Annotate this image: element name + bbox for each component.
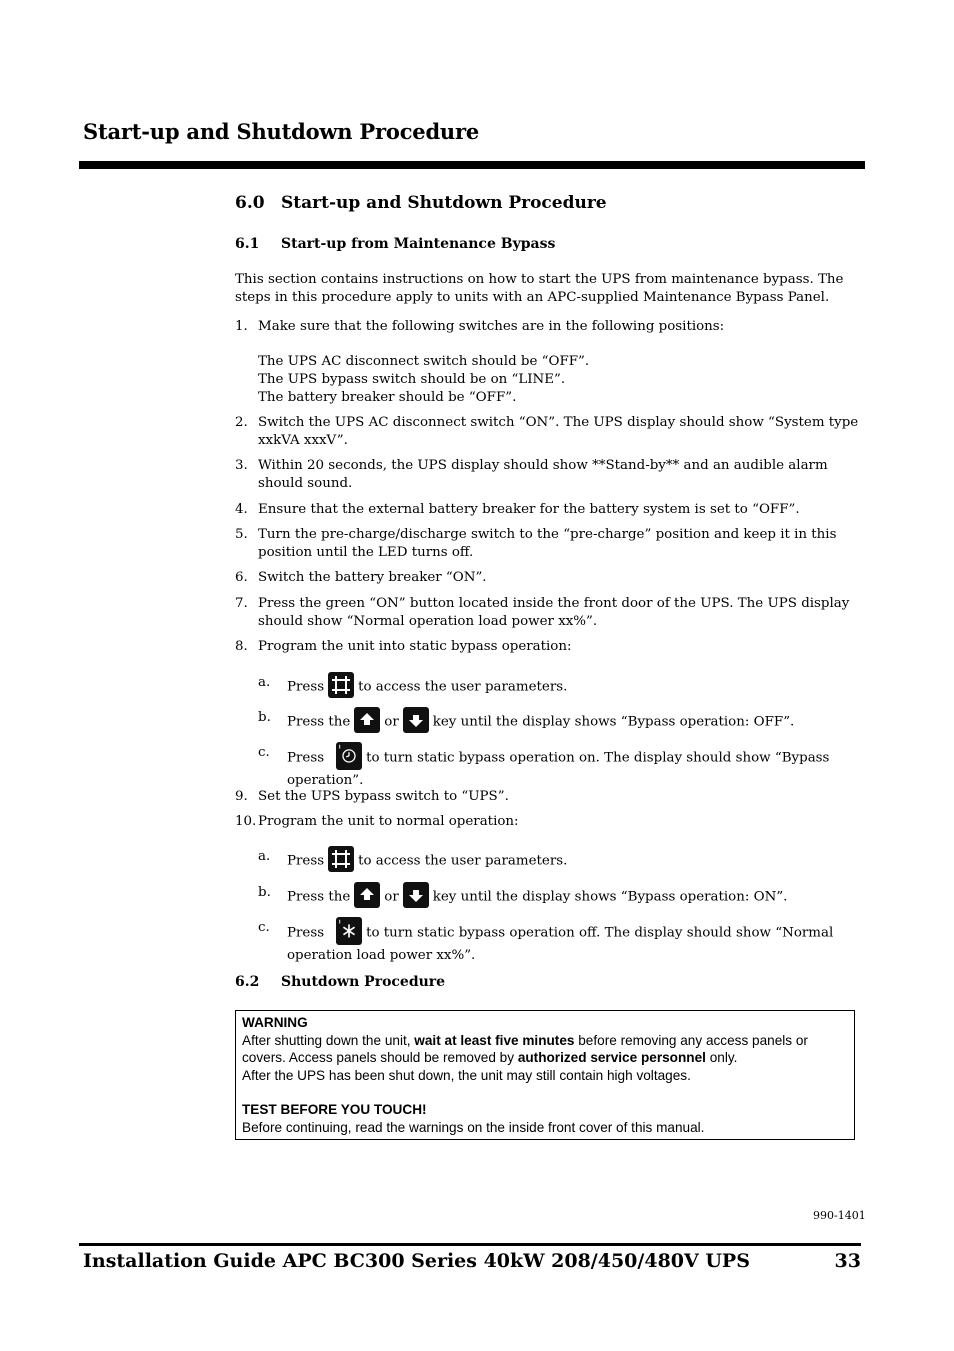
step-10b: b. Press the or key until the display shows “Bypass operation: ON”. bbox=[258, 884, 858, 910]
step-6: 6. Switch the battery breaker “ON”. bbox=[235, 570, 487, 585]
subsection-heading-6-1 bbox=[235, 236, 555, 252]
step-10a: a. Press to access the user parameters. bbox=[258, 848, 858, 874]
intro-paragraph: This section contains instructions on how to start the UPS from maintenance bypass. The steps in this procedure apply to units with an APC-supplied Maintenance Bypass Panel. bbox=[235, 272, 844, 305]
position-line: The UPS AC disconnect switch should be “OFF”. bbox=[258, 354, 590, 369]
step-8b: b. Press the or key until the display shows “Bypass operation: OFF”. bbox=[258, 709, 858, 735]
menu-key-icon bbox=[328, 846, 354, 872]
test-before-touch-heading: TEST BEFORE YOU TOUCH! bbox=[242, 1102, 427, 1117]
step-7: 7. Press the green “ON” button located inside the front door of the UPS. The UPS display should show “Normal operation load power xx%”. bbox=[235, 596, 850, 629]
document-number: 990-1401 bbox=[813, 1209, 866, 1222]
section-heading bbox=[235, 193, 607, 213]
position-line: The battery breaker should be “OFF”. bbox=[258, 390, 517, 405]
warning-cover-text: Before continuing, read the warnings on the inside front cover of this manual. bbox=[242, 1119, 705, 1135]
warning-heading: WARNING bbox=[242, 1015, 308, 1030]
step-4: 4. Ensure that the external battery breaker for the battery system is set to “OFF”. bbox=[235, 502, 800, 517]
menu-key-icon bbox=[328, 672, 354, 698]
down-arrow-key-icon bbox=[403, 882, 429, 908]
step-1-positions bbox=[235, 353, 860, 407]
position-line: The UPS bypass switch should be on “LINE”. bbox=[258, 372, 566, 387]
step-8a: a. Press to access the user parameters. bbox=[258, 674, 858, 700]
header-rule bbox=[79, 161, 865, 169]
warning-text: After shutting down the unit, wait at least five minutes before removing any access panels or covers. Access panels should be removed by authorized service personnel only. bbox=[242, 1032, 808, 1065]
step-9: 9. Set the UPS bypass switch to “UPS”. bbox=[235, 789, 509, 804]
step-10: 10. Program the unit to normal operation: bbox=[235, 814, 519, 829]
down-arrow-key-icon bbox=[403, 707, 429, 733]
page-number: 33 bbox=[834, 1250, 861, 1272]
warning-voltage-text: After the UPS has been shut down, the unit may still contain high voltages. bbox=[242, 1067, 691, 1083]
footer-title: Installation Guide APC BC300 Series 40kW 208/450/480V UPS bbox=[83, 1250, 750, 1272]
subsection-number: 6.2 bbox=[235, 974, 260, 990]
step-10c: c. Press to turn static bypass operation off. The display should show “Normal operation load power xx%”. bbox=[258, 919, 858, 965]
footer-rule bbox=[79, 1243, 861, 1246]
step-2: 2. Switch the UPS AC disconnect switch “ON”. The UPS display should show “System type xxkVA xxxV”. bbox=[235, 415, 859, 448]
step-3: 3. Within 20 seconds, the UPS display should show **Stand-by** and an audible alarm should sound. bbox=[235, 458, 828, 491]
page-header-title: Start-up and Shutdown Procedure bbox=[83, 119, 480, 144]
subsection-heading-6-2 bbox=[235, 974, 445, 990]
section-number: 6.0 bbox=[235, 193, 265, 213]
footer bbox=[83, 1250, 861, 1272]
warning-box bbox=[235, 1010, 855, 1140]
subsection-number: 6.1 bbox=[235, 236, 260, 252]
subsection-title: Start-up from Maintenance Bypass bbox=[281, 236, 556, 252]
escape-key-icon bbox=[336, 917, 362, 945]
step-8: 8. Program the unit into static bypass operation: bbox=[235, 639, 572, 654]
enter-key-icon bbox=[336, 742, 362, 770]
subsection-title: Shutdown Procedure bbox=[281, 974, 446, 990]
up-arrow-key-icon bbox=[354, 707, 380, 733]
up-arrow-key-icon bbox=[354, 882, 380, 908]
step-8c: c. Press to turn static bypass operation on. The display should show “Bypass operation”. bbox=[258, 744, 858, 790]
section-title: Start-up and Shutdown Procedure bbox=[281, 193, 607, 213]
step-5: 5. Turn the pre-charge/discharge switch to the “pre-charge” position and keep it in this position until the LED turns off. bbox=[235, 527, 837, 560]
step-1: 1. Make sure that the following switches are in the following positions: bbox=[235, 319, 725, 334]
